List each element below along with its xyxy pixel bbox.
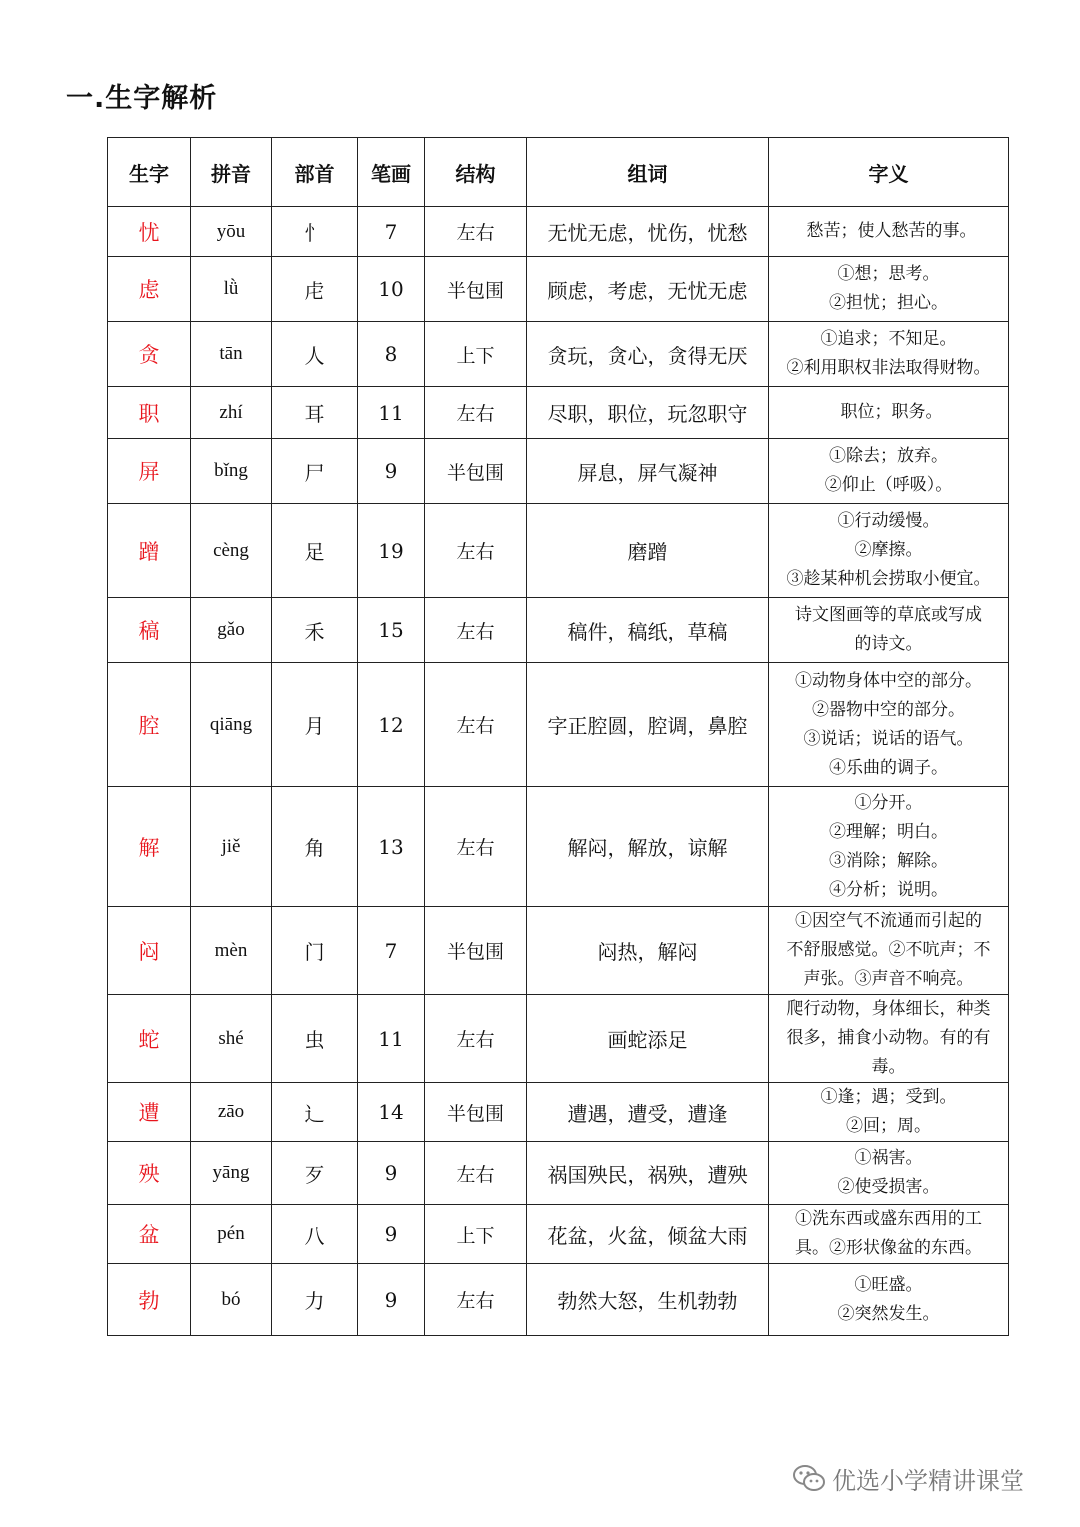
char-cell: 闷 — [108, 907, 191, 995]
words-cell: 尽职，职位，玩忽职守 — [527, 387, 769, 439]
pinyin-cell: bó — [191, 1264, 272, 1336]
meaning-line: 爬行动物，身体细长，种类 — [786, 999, 991, 1019]
meaning-line: ①追求；不知足。 — [820, 329, 957, 349]
table-row — [108, 207, 1009, 257]
pinyin-cell: zhí — [191, 387, 272, 439]
strokes-cell: 15 — [358, 598, 425, 663]
pinyin-cell: shé — [191, 995, 272, 1083]
radical-cell: 人 — [272, 322, 358, 387]
meaning-line: ①祸害。 — [854, 1148, 923, 1168]
char-cell: 蹭 — [108, 504, 191, 598]
structure-cell: 上下 — [425, 1205, 527, 1264]
header-pinyin: 拼音 — [191, 138, 272, 207]
char-cell: 屏 — [108, 439, 191, 504]
pinyin-cell: yōu — [191, 207, 272, 257]
radical-cell: 禾 — [272, 598, 358, 663]
meaning-cell — [769, 907, 1009, 995]
structure-cell: 半包围 — [425, 907, 527, 995]
char-cell: 遭 — [108, 1083, 191, 1142]
pinyin-cell: qiāng — [191, 663, 272, 787]
meaning-line: ①想；思考。 — [837, 264, 940, 284]
radical-cell: 虫 — [272, 995, 358, 1083]
radical-cell: 八 — [272, 1205, 358, 1264]
meaning-line: 的诗文。 — [854, 634, 923, 654]
radical-cell: 辶 — [272, 1083, 358, 1142]
radical-cell: 月 — [272, 663, 358, 787]
meaning-line: ②突然发生。 — [837, 1303, 940, 1324]
table-row — [108, 504, 1009, 598]
meaning-cell — [769, 1142, 1009, 1205]
words-cell: 勃然大怒，生机勃勃 — [527, 1264, 769, 1336]
pinyin-cell: bǐng — [191, 439, 272, 504]
char-cell: 殃 — [108, 1142, 191, 1205]
table-row — [108, 1083, 1009, 1142]
radical-cell: 歹 — [272, 1142, 358, 1205]
structure-cell: 左右 — [425, 1142, 527, 1205]
structure-cell: 左右 — [425, 207, 527, 257]
meaning-line: 毒。 — [871, 1057, 906, 1077]
header-radical: 部首 — [272, 138, 358, 207]
meaning-line: ②担忧；担心。 — [829, 293, 948, 313]
char-cell: 盆 — [108, 1205, 191, 1264]
strokes-cell: 11 — [358, 387, 425, 439]
strokes-cell: 9 — [358, 439, 425, 504]
meaning-line: ③趁某种机会捞取小便宜。 — [786, 569, 991, 589]
char-cell: 忧 — [108, 207, 191, 257]
radical-cell: 角 — [272, 787, 358, 907]
pinyin-cell: mèn — [191, 907, 272, 995]
meaning-line: 声张。③声音不响亮。 — [803, 969, 974, 989]
meaning-cell — [769, 207, 1009, 257]
radical-cell: 尸 — [272, 439, 358, 504]
watermark — [792, 1458, 1024, 1498]
meaning-cell — [769, 439, 1009, 504]
strokes-cell: 8 — [358, 322, 425, 387]
strokes-cell: 14 — [358, 1083, 425, 1142]
table-row — [108, 1264, 1009, 1336]
header-char: 生字 — [108, 138, 191, 207]
strokes-cell: 7 — [358, 907, 425, 995]
words-cell: 顾虑，考虑，无忧无虑 — [527, 257, 769, 322]
words-cell: 闷热，解闷 — [527, 907, 769, 995]
table-row — [108, 257, 1009, 322]
structure-cell: 上下 — [425, 322, 527, 387]
meaning-cell — [769, 504, 1009, 598]
meaning-cell — [769, 995, 1009, 1083]
pinyin-cell: jiě — [191, 787, 272, 907]
meaning-line: ①旺盛。 — [854, 1274, 923, 1295]
structure-cell: 半包围 — [425, 439, 527, 504]
watermark-text: 优选小学精讲课堂 — [832, 1466, 1024, 1495]
char-cell: 虑 — [108, 257, 191, 322]
meaning-line: ④分析；说明。 — [829, 879, 948, 900]
strokes-cell: 10 — [358, 257, 425, 322]
character-table — [107, 137, 1009, 1336]
meaning-line: ①因空气不流通而引起的 — [795, 911, 982, 931]
structure-cell: 左右 — [425, 787, 527, 907]
meaning-line: ①行动缓慢。 — [837, 511, 940, 531]
char-cell: 稿 — [108, 598, 191, 663]
meaning-line: 诗文图画等的草底或写成 — [795, 605, 982, 625]
structure-cell: 左右 — [425, 504, 527, 598]
meaning-line: 很多，捕食小动物。有的有 — [786, 1028, 991, 1048]
char-cell: 职 — [108, 387, 191, 439]
meaning-cell — [769, 1083, 1009, 1142]
pinyin-cell: yāng — [191, 1142, 272, 1205]
structure-cell: 左右 — [425, 598, 527, 663]
radical-cell: 忄 — [272, 207, 358, 257]
strokes-cell: 13 — [358, 787, 425, 907]
meaning-cell — [769, 387, 1009, 439]
meaning-line: ①除去；放弃。 — [829, 446, 948, 466]
char-cell: 蛇 — [108, 995, 191, 1083]
strokes-cell: 11 — [358, 995, 425, 1083]
char-cell: 解 — [108, 787, 191, 907]
words-cell: 贪玩，贪心，贪得无厌 — [527, 322, 769, 387]
words-cell: 解闷，解放，谅解 — [527, 787, 769, 907]
structure-cell: 半包围 — [425, 257, 527, 322]
structure-cell: 半包围 — [425, 1083, 527, 1142]
meaning-line: ④乐曲的调子。 — [829, 757, 948, 778]
pinyin-cell: tān — [191, 322, 272, 387]
meaning-cell — [769, 1264, 1009, 1336]
table-row — [108, 995, 1009, 1083]
meaning-line: 不舒服感觉。②不吭声；不 — [786, 940, 991, 960]
strokes-cell: 19 — [358, 504, 425, 598]
words-cell: 花盆，火盆，倾盆大雨 — [527, 1205, 769, 1264]
meaning-line: ②理解；明白。 — [829, 821, 948, 842]
pinyin-cell: cèng — [191, 504, 272, 598]
table-header-row — [108, 138, 1009, 207]
table-row — [108, 598, 1009, 663]
radical-cell: 力 — [272, 1264, 358, 1336]
strokes-cell: 9 — [358, 1264, 425, 1336]
meaning-cell — [769, 322, 1009, 387]
table-row — [108, 1205, 1009, 1264]
table-row — [108, 322, 1009, 387]
meaning-line: ③说话；说话的语气。 — [803, 728, 974, 749]
header-words: 组词 — [527, 138, 769, 207]
structure-cell: 左右 — [425, 663, 527, 787]
header-structure: 结构 — [425, 138, 527, 207]
page-title: 一.生字解析 — [66, 83, 218, 114]
meaning-cell — [769, 598, 1009, 663]
structure-cell: 左右 — [425, 1264, 527, 1336]
words-cell: 祸国殃民，祸殃，遭殃 — [527, 1142, 769, 1205]
pinyin-cell: gǎo — [191, 598, 272, 663]
meaning-line: ②器物中空的部分。 — [812, 699, 965, 720]
radical-cell: 虍 — [272, 257, 358, 322]
meaning-line: 愁苦；使人愁苦的事。 — [806, 221, 977, 241]
meaning-cell — [769, 257, 1009, 322]
table-row — [108, 387, 1009, 439]
words-cell: 屏息，屏气凝神 — [527, 439, 769, 504]
meaning-cell — [769, 787, 1009, 907]
meaning-line: 具。②形状像盆的东西。 — [795, 1238, 982, 1258]
table-row — [108, 663, 1009, 787]
structure-cell: 左右 — [425, 995, 527, 1083]
table-row — [108, 787, 1009, 907]
header-meaning: 字义 — [769, 138, 1009, 207]
table-row — [108, 1142, 1009, 1205]
meaning-line: ①动物身体中空的部分。 — [795, 670, 982, 691]
radical-cell: 门 — [272, 907, 358, 995]
radical-cell: 耳 — [272, 387, 358, 439]
strokes-cell: 9 — [358, 1205, 425, 1264]
meaning-line: ②使受损害。 — [837, 1177, 940, 1197]
meaning-line: ①分开。 — [854, 792, 923, 813]
pinyin-cell: lǜ — [191, 257, 272, 322]
words-cell: 画蛇添足 — [527, 995, 769, 1083]
words-cell: 无忧无虑，忧伤，忧愁 — [527, 207, 769, 257]
strokes-cell: 9 — [358, 1142, 425, 1205]
words-cell: 遭遇，遭受，遭逢 — [527, 1083, 769, 1142]
pinyin-cell: pén — [191, 1205, 272, 1264]
wechat-icon — [792, 1463, 826, 1493]
words-cell: 字正腔圆，腔调，鼻腔 — [527, 663, 769, 787]
radical-cell: 足 — [272, 504, 358, 598]
meaning-line: 职位；职务。 — [840, 402, 943, 422]
char-cell: 贪 — [108, 322, 191, 387]
header-strokes: 笔画 — [358, 138, 425, 207]
strokes-cell: 7 — [358, 207, 425, 257]
strokes-cell: 12 — [358, 663, 425, 787]
meaning-line: ①逢；遇；受到。 — [820, 1087, 957, 1107]
meaning-cell — [769, 663, 1009, 787]
meaning-line: ①洗东西或盛东西用的工 — [795, 1209, 982, 1229]
char-cell: 腔 — [108, 663, 191, 787]
char-cell: 勃 — [108, 1264, 191, 1336]
pinyin-cell: zāo — [191, 1083, 272, 1142]
meaning-line: ②摩擦。 — [854, 540, 923, 560]
words-cell: 磨蹭 — [527, 504, 769, 598]
meaning-line: ②回；周。 — [846, 1116, 931, 1136]
meaning-line: ③消除；解除。 — [829, 850, 948, 871]
table-row — [108, 907, 1009, 995]
table-row — [108, 439, 1009, 504]
structure-cell: 左右 — [425, 387, 527, 439]
words-cell: 稿件，稿纸，草稿 — [527, 598, 769, 663]
meaning-line: ②利用职权非法取得财物。 — [786, 358, 991, 378]
meaning-line: ②仰止（呼吸）。 — [824, 475, 953, 495]
meaning-cell — [769, 1205, 1009, 1264]
